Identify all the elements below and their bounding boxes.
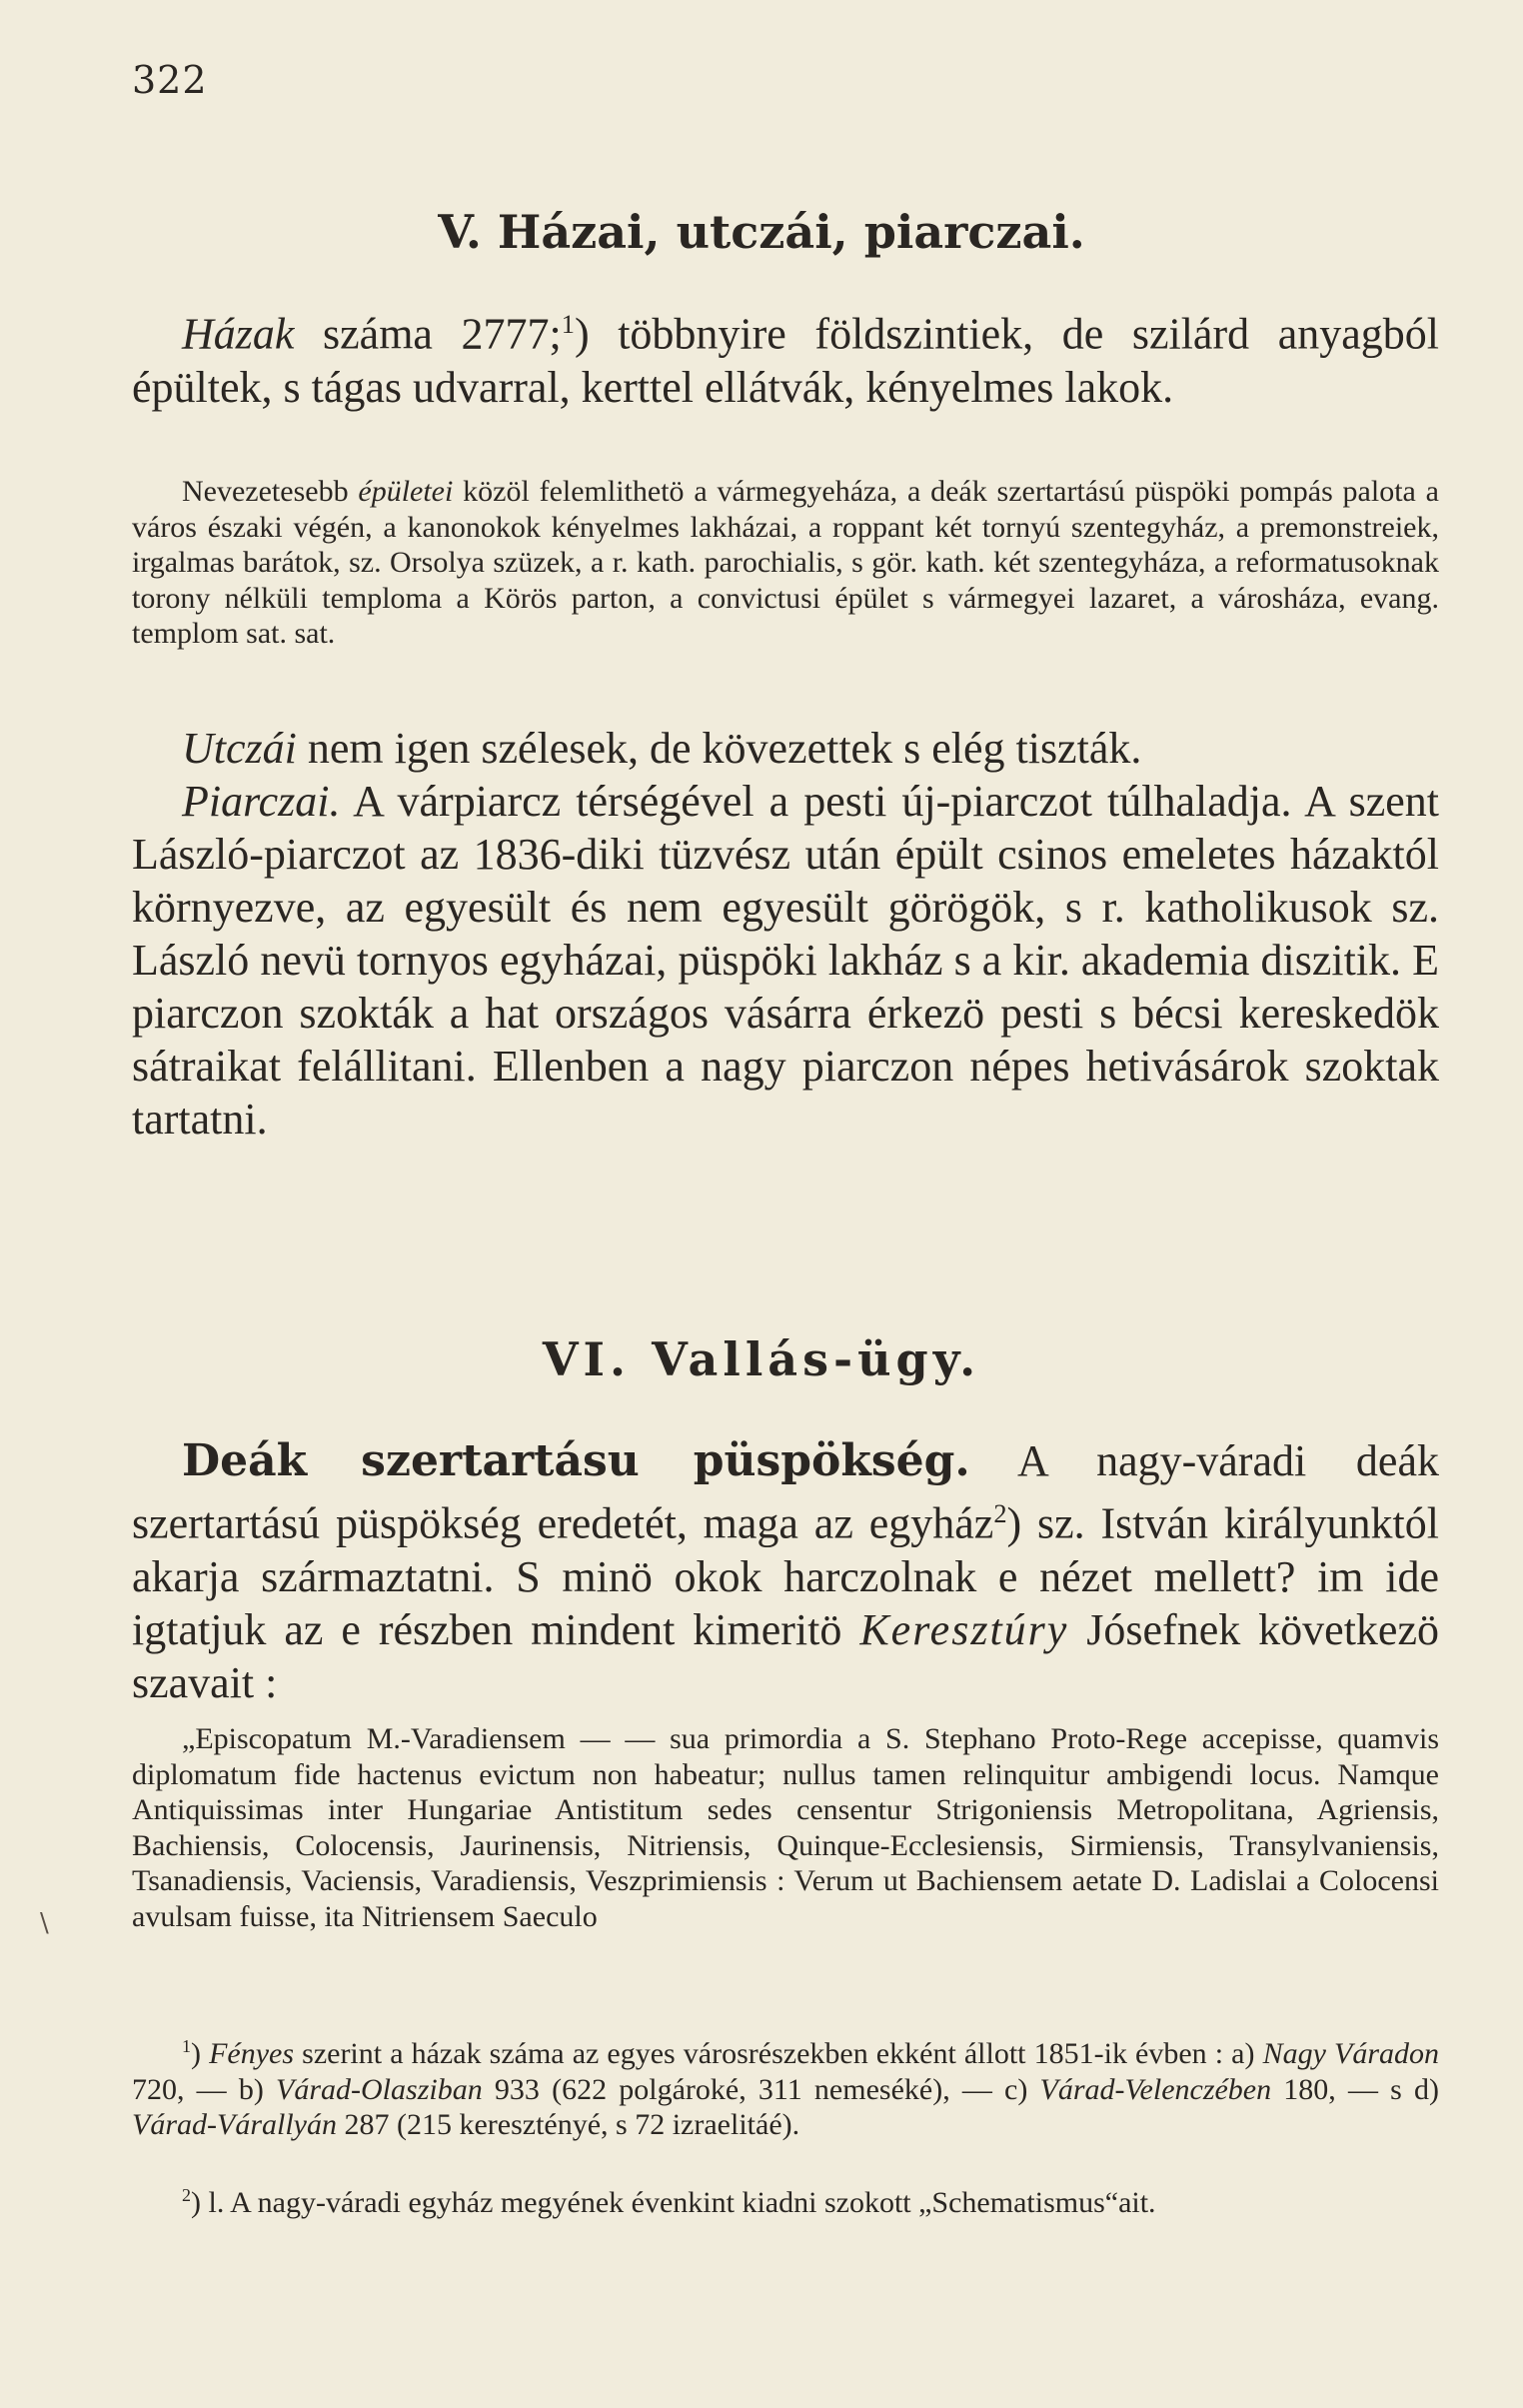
- lead-squares: Piarczai.: [182, 777, 341, 826]
- paragraph-streets: [132, 722, 1439, 775]
- footnote-1-text-b: szerint a házak száma az egyes városrészekben ekként állott 1851-ik évben : a): [294, 2037, 1263, 2070]
- footnote-1-text-d: 933 (622 polgároké, 311 nemeséké), — c): [482, 2072, 1040, 2106]
- footnote-ref-2: 2: [993, 1498, 1007, 1528]
- footnote-1-text-e: 180, — s d): [1271, 2072, 1439, 2106]
- houses-text-a: száma 2777;: [294, 309, 562, 359]
- paragraph-squares: [132, 775, 1439, 1146]
- author-name: Keresztúry: [859, 1604, 1069, 1654]
- latin-quote: „Episcopatum M.-Varadiensem — — sua primordia a S. Stephano Proto-Rege accepisse, quamvis diplomatum fide hactenus evictum non habeatur; nullus tamen relinquitur ambigendi locus. Namque Antiquissimas inter Hungariae Antistitum sedes censentur Strigoniensis Metropolitana, Agriensis, Bachiensis, Colocensis, Jaurinensis, Nitriensis, Quinque-Ecclesiensis, Sirmiensis, Transylvaniensis, Tsanadiensis, Vaciensis, Varadiensis, Veszprimiensis : Verum ut Bachiensem aetate D. Ladislai a Colocensi avulsam fuisse, ita Nitriensem Saeculo: [132, 1722, 1439, 1933]
- houses-text-b: ) többnyire földszintiek, de szilárd anyagból épültek, s tágas udvarral, kerttel ellátvák, kényelmes lakok.: [132, 309, 1439, 412]
- footnote-1-italic-5: Várad-Várallyán: [132, 2108, 337, 2141]
- page-number: 322: [132, 58, 208, 102]
- margin-mark: \: [40, 1908, 49, 1938]
- footnote-1-mark: 1: [182, 2036, 191, 2056]
- footnote-1-italic-4: Várad-Velenczében: [1039, 2072, 1272, 2106]
- bishopric-text-a: A nagy-váradi deák szertartású püspökség eredetét, maga az egyház: [132, 1436, 1439, 1548]
- paragraph-houses: [132, 298, 1439, 414]
- footnote-2: [132, 2178, 1439, 2221]
- paragraph-buildings: [132, 474, 1439, 652]
- squares-text: A várpiarcz térségével a pesti új-piarczot túlhaladja. A szent László-piarczot az 1836-diki tüzvész után épült csinos emeletes házaktól környezve, az egyesült és nem egyesült görögök, s r. katholikusok sz. László nevü tornyos egyházai, püspöki lakház s a kir. akademia diszitik. E piarczon szokták a hat országos vásárra érkezö pesti s bécsi kereskedök sátraikat felállitani. Ellenben a nagy piarczon népes hetivásárok szoktak tartatni.: [132, 777, 1439, 1144]
- buildings-text-a: Nevezetesebb: [182, 475, 359, 508]
- bishopric-text-c: Jósefnek következö szavait :: [132, 1604, 1439, 1707]
- footnote-2-mark: 2: [182, 2185, 191, 2205]
- footnote-1: [132, 2029, 1439, 2143]
- lead-bishopric: Deák szertartásu püspökség.: [182, 1435, 970, 1486]
- footnote-1-italic-1: Fényes: [209, 2037, 295, 2070]
- lead-houses: Házak: [182, 309, 295, 359]
- footnote-1-text-a: ): [191, 2037, 210, 2070]
- footnote-1-text-f: 287 (215 keresztényé, s 72 izraelitáé).: [336, 2108, 800, 2141]
- buildings-text-b: közöl felemlithetö a vármegyeháza, a deák szertartású püspöki pompás palota a város északi végén, a kanonokok kényelmes lakházai, a roppant két tornyú szentegyház, a premonstreiek, irgalmas barátok, sz. Orsolya szüzek, a r. kath. parochialis, s gör. kath. két szentegyháza, a reformatusoknak torony nélküli temploma a Körös parton, a convictusi épület s vármegyei lazaret, a városháza, evang. templom sat. sat.: [132, 475, 1439, 650]
- footnote-2-text: ) l. A nagy-váradi egyház megyének évenkint kiadni szokott „Schematismus“ait.: [191, 2186, 1156, 2219]
- lead-streets: Utczái: [182, 724, 297, 773]
- footnote-ref-1: 1: [561, 309, 575, 339]
- bishopric-text-b: ) sz. István királyunktól akarja származtatni. S minö okok harczolnak e nézet mellett? im ide igtatjuk az e részben mindent kimeritö: [132, 1498, 1439, 1654]
- footnote-1-text-c: 720, — b): [132, 2072, 277, 2106]
- section-vi-title: VI. Vallás-ügy.: [542, 1332, 981, 1386]
- section-v-title: V. Házai, utczái, piarczai.: [438, 205, 1085, 259]
- streets-text: nem igen szélesek, de kövezettek s elég tiszták.: [296, 724, 1142, 773]
- footnote-1-italic-2: Nagy Váradon: [1262, 2037, 1439, 2070]
- paragraph-bishopric: [132, 1434, 1439, 1709]
- footnote-1-italic-3: Várad-Olasziban: [276, 2072, 483, 2106]
- buildings-italic: épületei: [358, 475, 454, 508]
